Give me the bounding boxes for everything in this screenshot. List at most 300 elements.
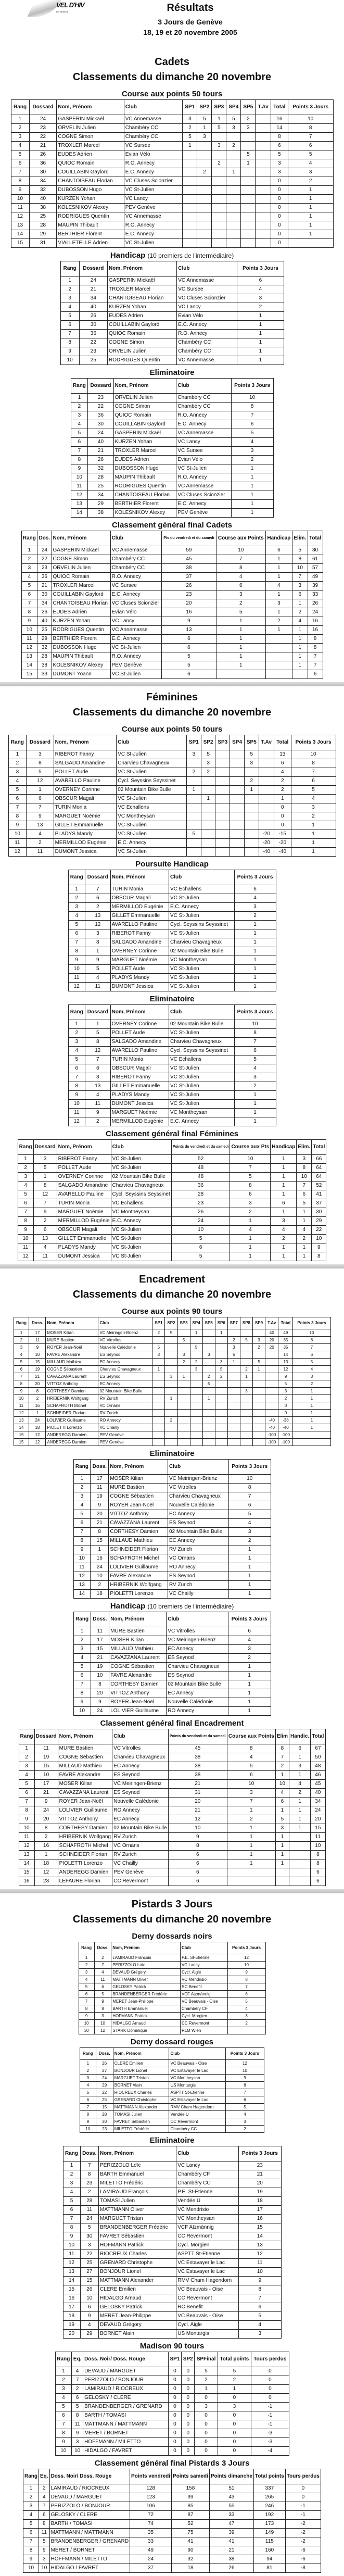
column-header: Doss. (80, 2146, 98, 2162)
table-cell: 6 (80, 2303, 98, 2312)
table-cell: 16 (91, 1554, 109, 1563)
table-cell: PLADYS Mandy (110, 1091, 169, 1100)
table-cell (215, 839, 230, 848)
table-cell (183, 212, 197, 221)
table-cell (212, 212, 226, 221)
table-cell: Charvieu Chavagneux (169, 1038, 234, 1047)
table-title-text: Madison 90 tours (139, 2342, 205, 2351)
table-cell: MARGUET Tristan (98, 2215, 176, 2223)
table-row (63, 2223, 281, 2232)
column-header: Rang (80, 2048, 96, 2060)
table-cell: 1 (226, 168, 241, 177)
table-cell: COGNE Sébastien (58, 1753, 112, 1762)
table-cell: 9 (168, 1833, 227, 1842)
table-cell: VC Lancy (176, 2162, 239, 2170)
table-cell: VC Montheysan (169, 1109, 234, 1117)
table-cell: 1 (227, 1842, 275, 1851)
table-cell: MILLAUD Mathieu (58, 1762, 112, 1771)
table-cell: 2 (195, 2376, 218, 2385)
table-cell: 7 (11, 168, 29, 177)
table-cell: 1 (234, 938, 276, 947)
table-cell: 5 (201, 750, 215, 759)
table-title-text: Eliminatoire (149, 2136, 195, 2145)
table-cell (289, 1877, 311, 1886)
results-table (14, 1317, 331, 1446)
table-cell: 2 (79, 1962, 94, 1969)
table-cell: Chambéry CC (176, 394, 231, 403)
table-cell: 5 (226, 115, 241, 124)
table-row (11, 150, 333, 159)
table-cell: 1 (212, 115, 226, 124)
table-cell: US Montargis (169, 2082, 226, 2089)
table-cell (241, 212, 256, 221)
table-cell (288, 239, 333, 248)
table-row (8, 839, 336, 848)
section-divider (0, 682, 344, 686)
table-cell (202, 1359, 215, 1366)
table-cell: VC Estavayer le Lac (176, 2259, 239, 2268)
table-cell: 1 (228, 1581, 271, 1590)
table-cell: 16 (34, 1842, 58, 1851)
table-cell: 13 (85, 1082, 110, 1091)
table-cell: TURIN Monia (110, 885, 169, 894)
table-cell (165, 1431, 177, 1439)
table-row (21, 555, 323, 564)
table-cell (227, 1366, 240, 1373)
table-cell: GASPERIN Mickaël (108, 277, 177, 285)
table-cell (215, 1337, 227, 1344)
table-cell: CAVAZZANA Laurent (109, 1519, 168, 1528)
table-cell (227, 1380, 240, 1388)
table-cell: 12 (68, 1117, 85, 1126)
table-cell: 9 (278, 1373, 293, 1380)
table-cell: MOSER Kilian (109, 1636, 167, 1645)
table-cell: 16 (29, 1402, 46, 1410)
table-cell (202, 1329, 215, 1337)
table-cell: Chambéry CC (124, 133, 183, 142)
table-cell: CORTHESY Damien (109, 1528, 168, 1537)
table-cell: 9 (94, 1998, 111, 2005)
table-cell (252, 1439, 265, 1446)
table-row (79, 2027, 265, 2034)
table-cell: FAVRET Sébastien (113, 2118, 169, 2126)
table-cell (240, 1359, 252, 1366)
table-cell: VC St-Julien (110, 644, 161, 652)
table-cell: GRENARD Christophe (113, 2096, 169, 2104)
table-cell: 1 (275, 1806, 289, 1815)
table-cell (152, 1402, 165, 1410)
table-cell: 4 (21, 573, 37, 582)
table-cell: ES Seynod (167, 1672, 228, 1680)
table-cell: 49 (278, 1329, 293, 1337)
table-cell: 2 (241, 115, 256, 124)
table-row (19, 1824, 325, 1833)
table-cell: 5 (225, 2104, 264, 2111)
column-header: T.Av (256, 100, 271, 115)
table-cell: 11 (311, 1833, 325, 1842)
table-row (63, 2232, 281, 2241)
table-cell: 6 (291, 777, 336, 786)
table-cell: 15 (311, 1824, 325, 1833)
category-section (0, 55, 344, 679)
table-cell: 02 Mountain Bike Bulle (169, 947, 234, 956)
column-header: Club (168, 1460, 228, 1475)
table-cell: Nouvelle Calédonie (112, 1798, 169, 1806)
table-cell: CHANTOISEAU Florian (113, 491, 176, 500)
category-title: Pistards 3 Jours (131, 1899, 213, 1910)
table-cell (165, 1344, 177, 1351)
table-cell: RV Zurich (98, 1395, 152, 1402)
table-cell: RO Annecy (98, 1417, 152, 1424)
table-cell: P.E. St-Etienne (176, 2188, 239, 2197)
column-header: Dossard (88, 379, 113, 394)
table-cell: 4 (68, 912, 85, 921)
table-cell: 5 (288, 150, 333, 159)
column-header: Dossard (29, 100, 57, 115)
table-cell: E.C. Annecy (124, 230, 183, 239)
table-row (18, 1243, 326, 1252)
table-cell: 2 (231, 456, 273, 464)
table-cell: 6 (168, 1868, 227, 1877)
table-cell: 12 (278, 1366, 293, 1373)
table-cell: E.C. Annecy (110, 635, 161, 644)
table-cell: 2 (73, 1484, 91, 1492)
table-cell: 7 (293, 1344, 330, 1351)
table-cell: 3 (292, 582, 308, 590)
table-cell: 12 (29, 1439, 46, 1446)
table-cell (275, 1877, 289, 1886)
column-header: SPFinal (195, 2352, 218, 2367)
table-cell: 34 (79, 294, 107, 303)
table-cell: 7 (308, 661, 323, 670)
table-cell: 0 (271, 177, 288, 186)
table-cell: 1 (230, 1252, 271, 1261)
table-cell: COGNE Simon (52, 555, 110, 564)
table-cell: 3 (227, 1344, 240, 1351)
table-cell: 94 (253, 2555, 285, 2564)
table-cell: 19 (29, 1366, 46, 1373)
table-cell: 5 (18, 1190, 33, 1199)
table-cell (177, 1344, 190, 1351)
table-cell: 4 (231, 438, 273, 447)
table-cell: 8 (91, 1680, 109, 1689)
table-title (0, 2459, 344, 2468)
table-cell: 8 (63, 2223, 80, 2232)
table-title-text: Handicap (110, 1602, 146, 1611)
table-row (73, 1680, 271, 1689)
table-cell: GRENARD Christophe (98, 2259, 176, 2268)
table-cell: 7 (21, 599, 37, 608)
table-cell: 1 (231, 500, 273, 509)
table-cell: 8 (227, 1744, 275, 1753)
table-cell: 3 (271, 159, 288, 168)
table-cell: DUMONT Jessica (54, 848, 117, 857)
table-cell: 8 (8, 812, 27, 821)
table-cell: 2 (94, 1954, 111, 1962)
table-cell: 337 (253, 2484, 285, 2493)
table-cell: 7 (71, 447, 88, 456)
table-row (68, 885, 276, 894)
table-cell: 6 (18, 1199, 33, 1208)
table-row (79, 2013, 265, 2020)
results-table (23, 2469, 321, 2573)
table-cell: CORTHESY Damien (46, 1388, 98, 1395)
table-cell: 30 (80, 2232, 98, 2241)
table-cell: 11 (85, 983, 110, 991)
column-header: SP7 (227, 1317, 240, 1329)
table-row (68, 912, 276, 921)
column-header: T.Av (259, 735, 274, 750)
table-cell: VC St-Julien (111, 1155, 171, 1164)
table-cell: 02 Mountain Bike Bulle (112, 1824, 169, 1833)
table-cell: RLM Wien (180, 2027, 227, 2034)
table-cell: ORVELIN Julien (108, 347, 177, 356)
column-header: Nom, Prénom (54, 735, 117, 750)
table-cell: 6 (292, 590, 308, 599)
table-row (60, 285, 284, 294)
table-cell: 36 (37, 573, 52, 582)
table-cell: 4 (80, 2082, 96, 2089)
table-cell (152, 1359, 165, 1366)
table-cell: 0 (218, 2447, 251, 2456)
table-row (60, 277, 284, 285)
column-header: Nom, Prénom (113, 379, 176, 394)
table-cell: 17 (91, 1475, 109, 1484)
table-cell: 12 (85, 921, 110, 929)
table-cell: 8 (68, 947, 85, 956)
table-cell: PEV Genève (124, 204, 183, 212)
table-row (14, 1410, 330, 1417)
table-cell: 2 (91, 1581, 109, 1590)
column-header: Handic. (289, 1729, 311, 1744)
table-cell: 15 (239, 2223, 281, 2232)
table-cell: 6 (85, 894, 110, 903)
table-cell: 28 (80, 2197, 98, 2206)
table-cell: 1 (234, 956, 276, 965)
table-cell: MILETTO Frédéric (98, 2179, 176, 2188)
table-cell (240, 1431, 252, 1439)
table-cell: 4 (60, 303, 79, 312)
table-cell (256, 159, 271, 168)
table-row (8, 803, 336, 812)
table-cell: 4 (14, 1351, 29, 1359)
column-header: Nom, Prénom (111, 1942, 181, 1954)
table-cell: VC Annemasse (124, 115, 183, 124)
table-cell: 3 (297, 1155, 312, 1164)
table-cell: -1 (285, 2511, 321, 2520)
table-row (71, 447, 273, 456)
table-cell (230, 839, 245, 848)
table-row (71, 456, 273, 464)
table-cell: 10 (11, 195, 29, 204)
table-cell: VCF Atzmännig (176, 2223, 239, 2232)
table-cell: Chambéry CC (177, 338, 237, 347)
table-cell: 18 (239, 2197, 281, 2206)
table-cell (215, 1402, 227, 1410)
column-header: Club (124, 100, 183, 115)
table-cell: VC Echallens (169, 885, 234, 894)
table-row (18, 1173, 326, 1182)
table-cell: 1 (234, 929, 276, 938)
column-header: Rang (21, 531, 37, 546)
table-title (0, 2342, 344, 2351)
table-cell: 17 (34, 1780, 58, 1789)
column-header: Club (176, 379, 231, 394)
table-row (73, 1537, 271, 1545)
table-cell: R.O. Annecy (176, 411, 231, 420)
table-cell: 19 (63, 2321, 80, 2330)
table-cell: VITTOZ Anthony (109, 1689, 167, 1698)
table-cell: -20 (259, 830, 274, 839)
table-cell: 1 (231, 473, 273, 482)
table-row (79, 1998, 265, 2005)
table-cell: RO Annecy (167, 1707, 228, 1716)
table-cell (244, 839, 259, 848)
table-title-text: Course aux points 50 tours (121, 90, 223, 98)
table-cell (165, 1366, 177, 1373)
table-cell: 52 (312, 1182, 326, 1190)
table-cell (165, 1359, 177, 1366)
table-cell: 7 (73, 1680, 91, 1689)
table-cell: 192 (253, 2511, 285, 2520)
table-cell: VC St-Julien (111, 1164, 171, 1173)
table-cell: PLADYS Mandy (57, 1243, 111, 1252)
table-cell (212, 186, 226, 195)
table-cell: 5 (171, 1235, 230, 1243)
table-cell: 3 (234, 903, 276, 912)
table-cell: 7 (60, 330, 79, 338)
table-cell: VC St-Julien (111, 1235, 171, 1243)
table-cell: 1 (18, 1155, 33, 1164)
table-cell: 7 (228, 1492, 271, 1501)
table-cell: 6 (297, 1190, 312, 1199)
table-cell: 0 (278, 1410, 293, 1417)
table-cell: 18 (91, 1590, 109, 1599)
column-header: Rang (73, 1460, 91, 1475)
table-cell: 10 (21, 626, 37, 635)
table-cell: 10 (68, 1100, 85, 1109)
table-cell: 1 (152, 1366, 165, 1373)
table-cell: 12 (239, 2250, 281, 2259)
table-cell (241, 168, 256, 177)
table-cell: 6 (216, 582, 265, 590)
table-cell: 28 (37, 652, 52, 661)
table-cell (241, 133, 256, 142)
table-row (73, 1663, 271, 1672)
table-cell: 21 (29, 142, 57, 150)
table-cell: TROXLER Marcel (108, 285, 177, 294)
column-header: Club (167, 1612, 228, 1627)
table-cell: MATTMANN / MATTMANN (49, 2529, 130, 2537)
table-cell: 5 (252, 1359, 265, 1366)
table-row (19, 1833, 325, 1842)
table-cell (187, 777, 201, 786)
column-header: Points dimanche (209, 2469, 253, 2484)
table-cell: Cycl. Morgien (180, 2013, 227, 2020)
table-cell: SALGADO Amandine (54, 759, 117, 768)
table-cell: 2 (63, 2170, 80, 2179)
table-cell: VC St-Julien (169, 929, 234, 938)
table-cell: 10 (72, 2447, 83, 2456)
table-cell: 5 (183, 133, 197, 142)
table-cell: 29 (37, 635, 52, 644)
table-cell: 13 (14, 1417, 29, 1424)
table-cell: 1 (230, 1217, 271, 1226)
table-cell: 8 (33, 1182, 57, 1190)
table-cell: ANDEREGG Damien (46, 1431, 98, 1439)
table-cell: QUIOC Romain (108, 330, 177, 338)
table-cell: 11 (8, 839, 27, 848)
table-cell: 13 (71, 500, 88, 509)
table-cell: 3 (187, 750, 201, 759)
header-row (73, 1460, 271, 1475)
table-cell: 1 (19, 1744, 34, 1753)
table-cell: CHANTOISEAU Florian (52, 599, 110, 608)
table-cell: 1 (237, 312, 284, 321)
column-header: SP5 (241, 100, 256, 115)
table-cell: MOSER Kilian (109, 1475, 168, 1484)
table-cell: VC Cluses Scionzier (110, 599, 161, 608)
table-cell: 1 (237, 321, 284, 330)
column-header: Points 3 Jours (239, 2146, 281, 2162)
table-row (73, 1689, 271, 1698)
table-cell: 40 (265, 1329, 278, 1337)
table-cell: 0 (168, 2403, 181, 2411)
table-cell: VC St-Julien (169, 912, 234, 921)
table-cell: 5 (8, 786, 27, 795)
table-row (80, 2067, 264, 2075)
table-cell: 26 (29, 150, 57, 159)
table-cell (226, 159, 241, 168)
header-row (23, 2469, 321, 2484)
table-cell: MILLAUD Mathieu (109, 1645, 167, 1654)
table-cell (230, 750, 245, 759)
table-cell: GASPERIN Mickaël (57, 115, 124, 124)
table-cell: 8 (308, 644, 323, 652)
table-cell: 16 (239, 2215, 281, 2223)
table-cell: POLLET Aude (57, 1164, 111, 1173)
table-cell (256, 124, 271, 133)
results-table (68, 1004, 276, 1126)
table-cell: R.O. Annecy (124, 221, 183, 230)
table-cell: COUILLABIN Gaylord (57, 168, 124, 177)
table-cell (227, 2027, 265, 2034)
table-cell: BRANDENBERGER / GRENARD (49, 2537, 130, 2546)
table-cell (289, 1833, 311, 1842)
table-cell: 10 (73, 1554, 91, 1563)
table-row (21, 564, 323, 573)
table-cell: FAVRE Alexandre (58, 1771, 112, 1780)
table-cell (177, 1395, 190, 1402)
table-cell: 1 (297, 1243, 312, 1252)
table-cell (165, 1351, 177, 1359)
table-cell: 25 (88, 482, 113, 491)
table-cell: 1 (218, 2385, 251, 2394)
table-cell: 6 (39, 2511, 50, 2520)
table-cell: 5 (71, 429, 88, 438)
table-cell: TROXLER Marcel (57, 142, 124, 150)
table-cell: 3 (80, 2075, 96, 2082)
table-cell: Nouvelle Calédonie (167, 1698, 228, 1707)
table-cell: 4 (85, 974, 110, 983)
column-header: Total (274, 735, 291, 750)
table-cell: LAMIRAUD François (98, 2188, 176, 2197)
table-cell: 1 (234, 965, 276, 974)
table-row (60, 347, 284, 356)
table-cell: 6 (19, 1789, 34, 1798)
table-cell: 21 (29, 1373, 46, 1380)
table-cell: 7 (239, 2294, 281, 2303)
